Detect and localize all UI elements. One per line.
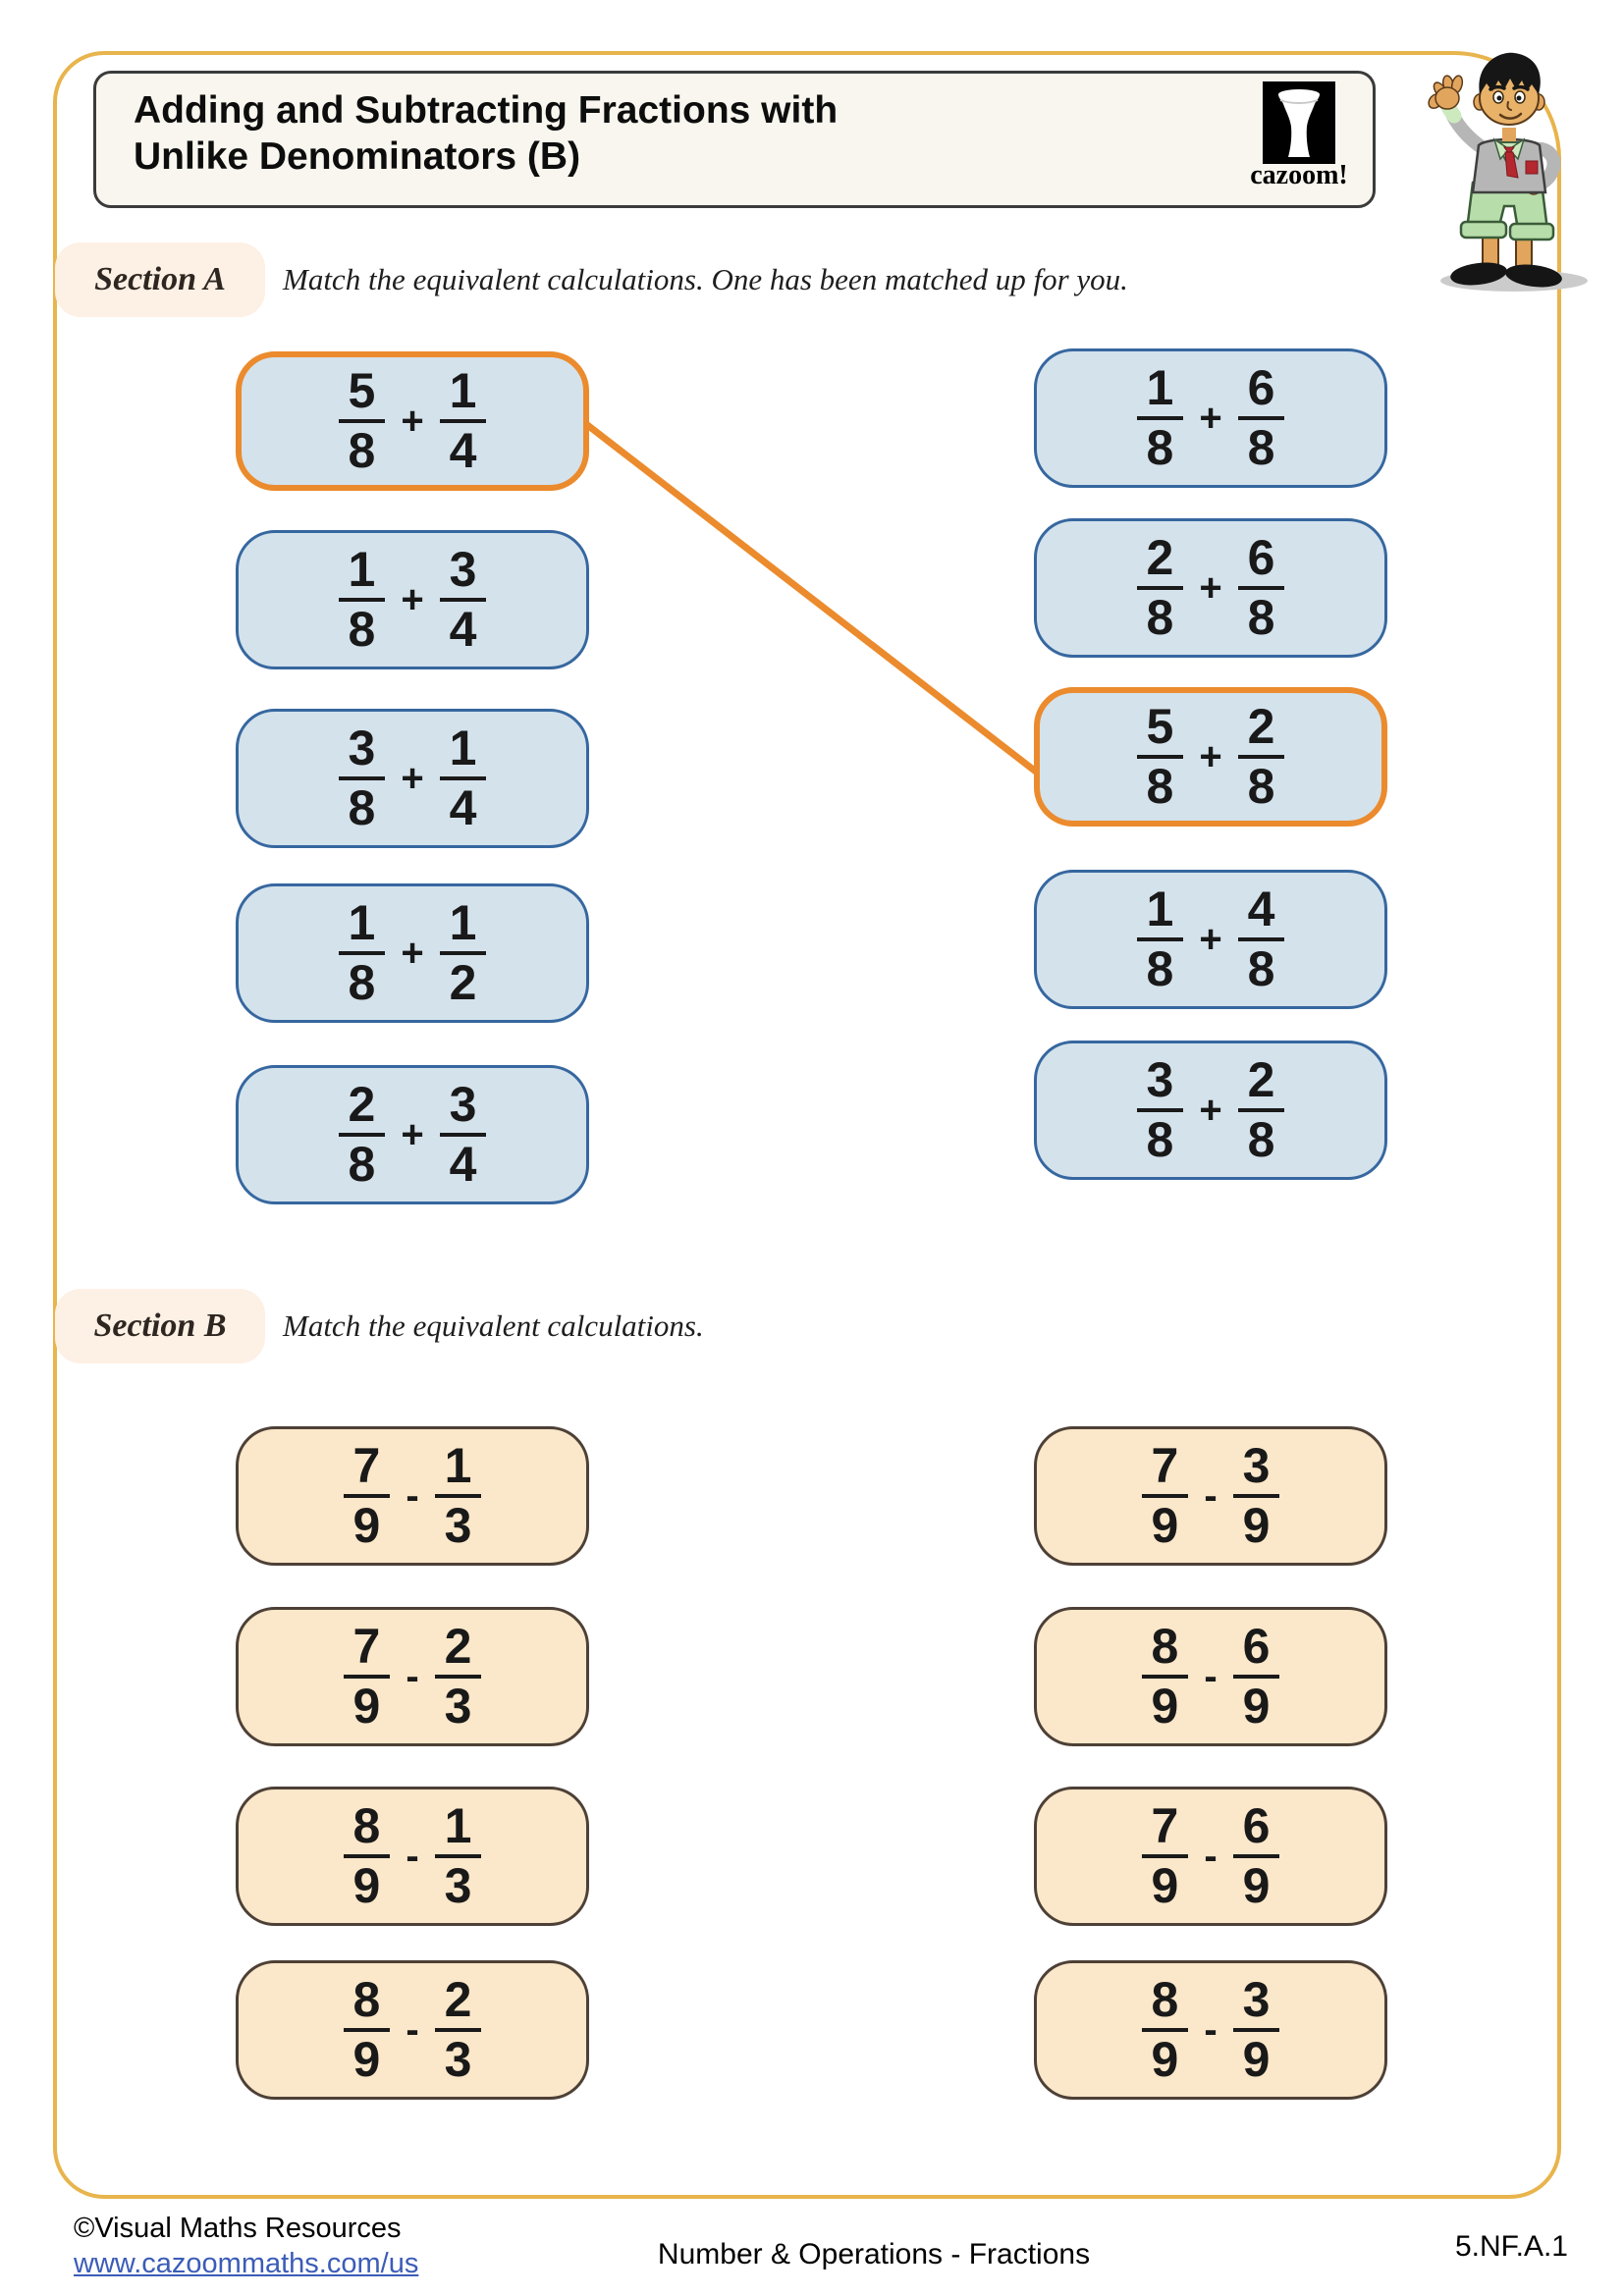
- fraction: [1137, 1052, 1184, 1167]
- operator: +: [401, 399, 424, 443]
- denominator: 3: [444, 1679, 472, 1734]
- numerator: 7: [344, 1622, 391, 1679]
- fraction: [440, 723, 487, 833]
- denominator: 8: [1247, 759, 1275, 814]
- operator: +: [401, 931, 424, 975]
- operator: -: [406, 2007, 419, 2052]
- denominator: 9: [352, 1858, 381, 1913]
- operator: +: [401, 1112, 424, 1156]
- denominator: 9: [352, 1498, 381, 1553]
- fraction-card-a-left-4[interactable]: [236, 883, 589, 1023]
- numerator: 1: [435, 1441, 482, 1498]
- numerator: 1: [339, 898, 386, 955]
- denominator: 8: [1247, 590, 1275, 645]
- section-b-instruction: Match the equivalent calculations.: [283, 1308, 704, 1343]
- numerator: 6: [1233, 1622, 1280, 1679]
- cazoom-goblet-icon: [1263, 81, 1335, 164]
- fraction: [339, 1077, 386, 1192]
- fraction-card-b-right-4[interactable]: [1034, 1960, 1387, 2100]
- operator: +: [1199, 396, 1222, 440]
- numerator: 8: [344, 1801, 391, 1858]
- denominator: 2: [449, 955, 477, 1010]
- numerator: 3: [440, 545, 487, 602]
- numerator: 1: [1137, 363, 1184, 420]
- fraction: [1137, 360, 1184, 475]
- fraction: [435, 1438, 482, 1553]
- section-a-instruction: Match the equivalent calculations. One has been matched up for you.: [283, 262, 1128, 296]
- numerator: 2: [339, 1080, 386, 1137]
- fraction: [1233, 1798, 1280, 1913]
- fraction: [339, 895, 386, 1010]
- numerator: 6: [1238, 533, 1285, 590]
- footer-copyright: ©Visual Maths Resources: [74, 2213, 402, 2244]
- fraction: [1238, 881, 1285, 996]
- fraction-card-a-right-5[interactable]: [1034, 1041, 1387, 1180]
- fraction: [1142, 1438, 1189, 1553]
- fraction: [440, 895, 487, 1010]
- fraction-card-a-right-2[interactable]: [1034, 518, 1387, 658]
- fraction-card-b-left-1[interactable]: [236, 1426, 589, 1566]
- fraction: [1233, 1619, 1280, 1734]
- denominator: 8: [1146, 1112, 1174, 1167]
- operator: -: [1204, 2007, 1218, 2052]
- operator: +: [1199, 734, 1222, 778]
- denominator: 8: [1247, 941, 1275, 996]
- denominator: 8: [1146, 941, 1174, 996]
- fraction: [1142, 1798, 1189, 1913]
- fraction: [440, 1077, 487, 1192]
- numerator: 3: [440, 1080, 487, 1137]
- numerator: 3: [1233, 1975, 1280, 2032]
- fraction-card-a-left-2[interactable]: [236, 530, 589, 669]
- operator: -: [406, 1654, 419, 1698]
- numerator: 5: [1137, 702, 1184, 759]
- denominator: 3: [444, 1858, 472, 1913]
- numerator: 6: [1238, 363, 1285, 420]
- fraction: [344, 1798, 391, 1913]
- operator: +: [401, 577, 424, 621]
- fraction-card-a-right-3[interactable]: [1034, 687, 1387, 827]
- fraction: [1238, 1052, 1285, 1167]
- fraction: [1233, 1438, 1280, 1553]
- numerator: 7: [344, 1441, 391, 1498]
- numerator: 1: [440, 898, 487, 955]
- denominator: 9: [1242, 2032, 1271, 2087]
- fraction-card-a-left-5[interactable]: [236, 1065, 589, 1204]
- section-a-label: Section A: [94, 261, 226, 297]
- numerator: 2: [1238, 1055, 1285, 1112]
- denominator: 4: [449, 423, 477, 478]
- numerator: 1: [1137, 884, 1184, 941]
- page-title: [134, 87, 838, 180]
- numerator: 4: [1238, 884, 1285, 941]
- fraction-card-a-right-4[interactable]: [1034, 870, 1387, 1009]
- operator: +: [401, 756, 424, 800]
- denominator: 8: [1146, 759, 1174, 814]
- denominator: 3: [444, 2032, 472, 2087]
- fraction: [1142, 1972, 1189, 2087]
- mascot-boy-icon: [1396, 47, 1622, 297]
- denominator: 9: [1151, 1498, 1179, 1553]
- fraction-card-b-right-2[interactable]: [1034, 1607, 1387, 1746]
- cazoom-logo: [1225, 81, 1373, 191]
- numerator: 1: [440, 366, 487, 423]
- fraction-card-a-left-3[interactable]: [236, 709, 589, 848]
- denominator: 8: [1146, 590, 1174, 645]
- numerator: 1: [339, 545, 386, 602]
- fraction: [440, 363, 487, 478]
- fraction: [339, 542, 386, 657]
- denominator: 4: [449, 1137, 477, 1192]
- denominator: 9: [352, 2032, 381, 2087]
- denominator: 3: [444, 1498, 472, 1553]
- fraction: [344, 1972, 391, 2087]
- fraction: [435, 1619, 482, 1734]
- numerator: 1: [435, 1801, 482, 1858]
- denominator: 8: [348, 602, 376, 657]
- fraction-card-a-right-1[interactable]: [1034, 348, 1387, 488]
- numerator: 1: [440, 723, 487, 780]
- denominator: 9: [1151, 1679, 1179, 1734]
- numerator: 8: [344, 1975, 391, 2032]
- numerator: 2: [1238, 702, 1285, 759]
- footer-standard-code: 5.NF.A.1: [1454, 2230, 1568, 2263]
- cazoom-logo-text: cazoom!: [1250, 160, 1348, 190]
- section-b-label: Section B: [93, 1308, 227, 1344]
- denominator: 9: [1151, 1858, 1179, 1913]
- numerator: 3: [1233, 1441, 1280, 1498]
- denominator: 8: [348, 1137, 376, 1192]
- denominator: 8: [1247, 420, 1275, 475]
- operator: -: [1204, 1473, 1218, 1518]
- denominator: 8: [348, 955, 376, 1010]
- fraction: [1137, 881, 1184, 996]
- fraction: [1142, 1619, 1189, 1734]
- footer-category: Number & Operations - Fractions: [657, 2238, 1091, 2270]
- numerator: 7: [1142, 1801, 1189, 1858]
- denominator: 9: [1242, 1858, 1271, 1913]
- denominator: 9: [1242, 1679, 1271, 1734]
- numerator: 6: [1233, 1801, 1280, 1858]
- page-title-line2: Unlike Denominators (B): [134, 135, 581, 178]
- match-line: [586, 424, 1045, 778]
- numerator: 2: [1137, 533, 1184, 590]
- fraction: [339, 363, 386, 478]
- denominator: 4: [449, 602, 477, 657]
- numerator: 2: [435, 1622, 482, 1679]
- denominator: 8: [348, 423, 376, 478]
- denominator: 9: [1151, 2032, 1179, 2087]
- fraction-card-a-left-1[interactable]: [236, 351, 589, 491]
- numerator: 2: [435, 1975, 482, 2032]
- fraction-card-b-right-3[interactable]: [1034, 1787, 1387, 1926]
- fraction: [1233, 1972, 1280, 2087]
- numerator: 7: [1142, 1441, 1189, 1498]
- section-b-pill: [55, 1289, 265, 1363]
- denominator: 9: [1242, 1498, 1271, 1553]
- fraction: [1137, 699, 1184, 814]
- section-a-pill: [55, 242, 265, 317]
- fraction: [435, 1798, 482, 1913]
- denominator: 8: [1146, 420, 1174, 475]
- fraction-card-b-left-3[interactable]: [236, 1787, 589, 1926]
- operator: -: [406, 1473, 419, 1518]
- numerator: 5: [339, 366, 386, 423]
- fraction: [1238, 530, 1285, 645]
- fraction: [1238, 699, 1285, 814]
- numerator: 8: [1142, 1622, 1189, 1679]
- fraction-card-b-left-4[interactable]: [236, 1960, 589, 2100]
- fraction: [1137, 530, 1184, 645]
- operator: -: [406, 1834, 419, 1878]
- fraction: [344, 1438, 391, 1553]
- denominator: 8: [1247, 1112, 1275, 1167]
- fraction-card-b-right-1[interactable]: [1034, 1426, 1387, 1566]
- operator: -: [1204, 1834, 1218, 1878]
- denominator: 4: [449, 780, 477, 835]
- numerator: 3: [339, 723, 386, 780]
- denominator: 8: [348, 780, 376, 835]
- fraction: [435, 1972, 482, 2087]
- operator: +: [1199, 1088, 1222, 1132]
- fraction-card-b-left-2[interactable]: [236, 1607, 589, 1746]
- operator: -: [1204, 1654, 1218, 1698]
- page-title-line1: Adding and Subtracting Fractions with: [134, 89, 839, 132]
- title-box: [93, 71, 1376, 208]
- numerator: 8: [1142, 1975, 1189, 2032]
- denominator: 9: [352, 1679, 381, 1734]
- numerator: 3: [1137, 1055, 1184, 1112]
- fraction: [440, 542, 487, 657]
- fraction: [1238, 360, 1285, 475]
- fraction: [344, 1619, 391, 1734]
- footer-url-link[interactable]: www.cazoommaths.com/us: [74, 2248, 419, 2279]
- operator: +: [1199, 565, 1222, 610]
- fraction: [339, 723, 386, 833]
- operator: +: [1199, 917, 1222, 961]
